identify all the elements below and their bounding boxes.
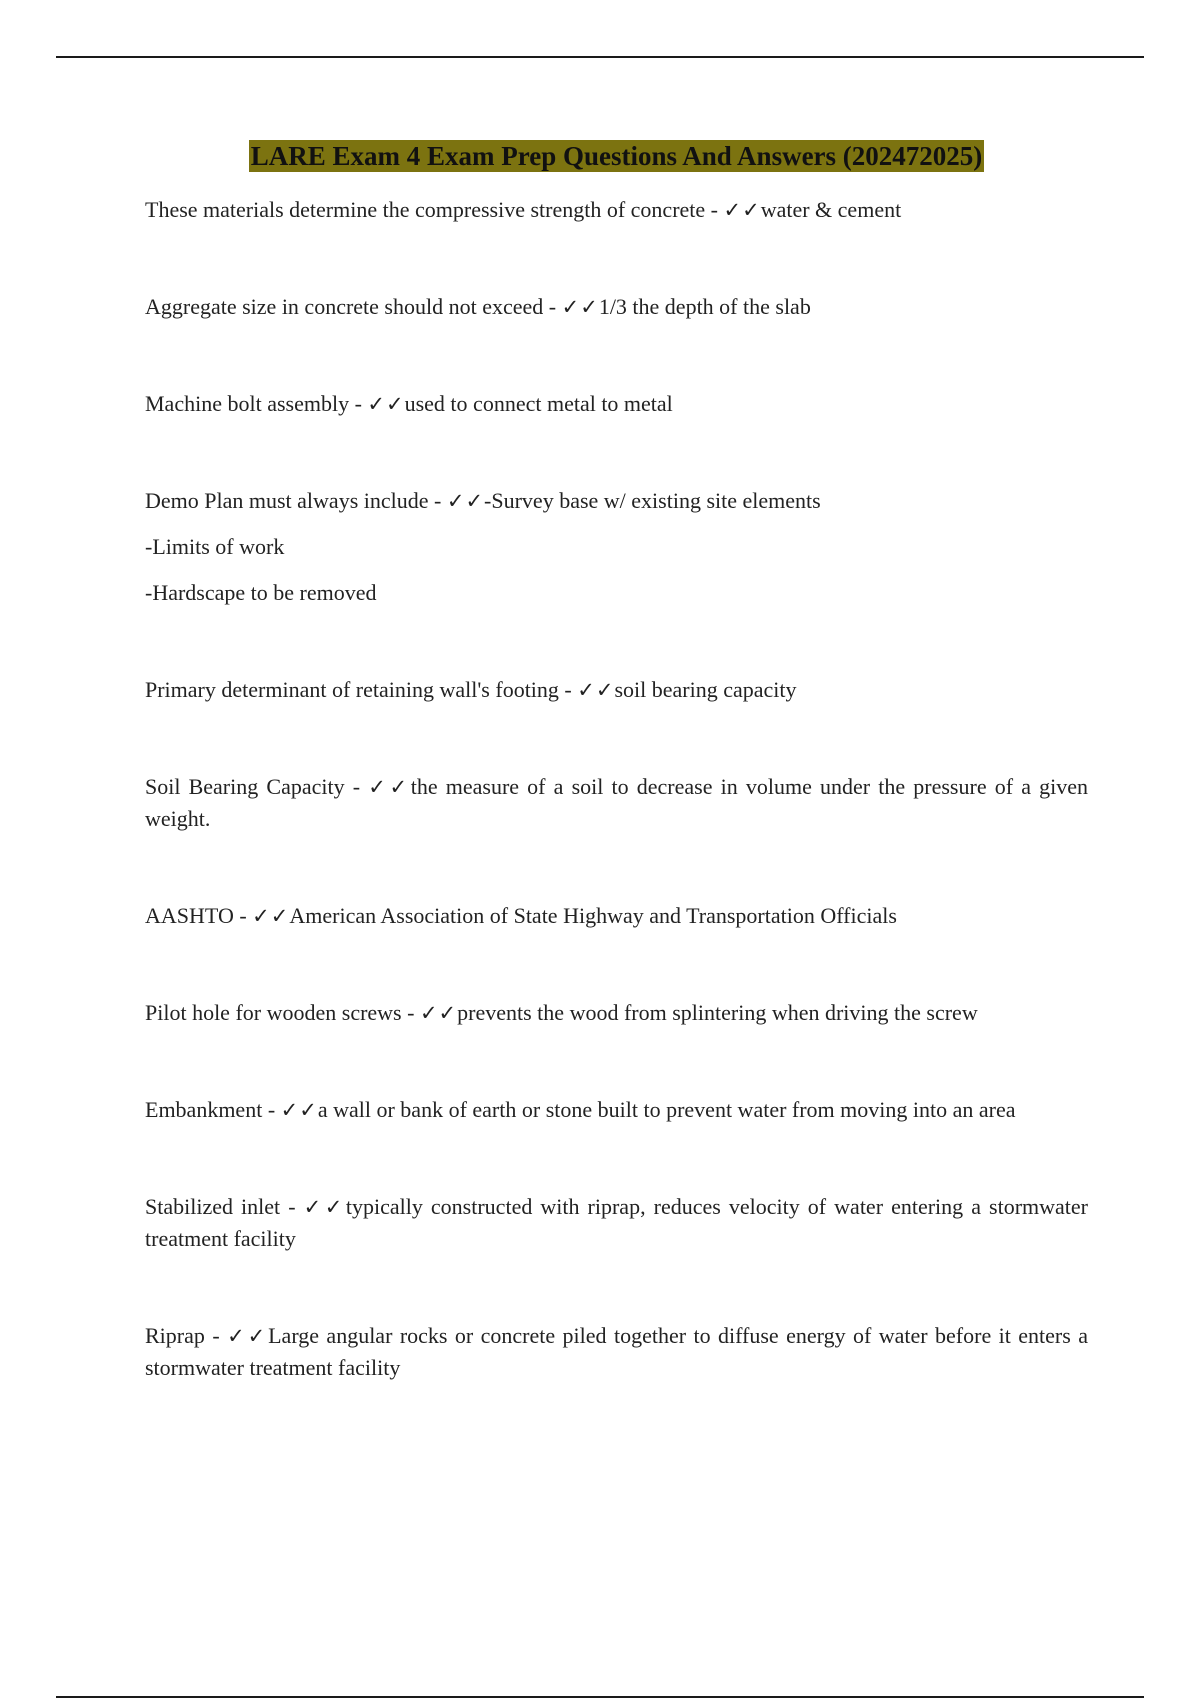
qa-list [145, 194, 1088, 1384]
double-check-icon: ✓✓ [280, 1098, 318, 1122]
qa-item [145, 997, 1088, 1029]
question-text: Primary determinant of retaining wall's footing [145, 677, 559, 702]
double-check-icon: ✓✓ [577, 678, 615, 702]
qa-item [145, 485, 1088, 517]
answer-text: a wall or bank of earth or stone built to prevent water from moving into an area [317, 1097, 1016, 1122]
qa-entry [145, 900, 1088, 932]
double-check-icon: ✓✓ [368, 775, 411, 799]
qa-item [145, 1094, 1088, 1126]
question-text: AASHTO [145, 903, 234, 928]
document-body [145, 140, 1088, 1384]
answer-text: 1/3 the depth of the slab [598, 294, 811, 319]
qa-item [145, 771, 1088, 835]
separator: - [705, 197, 724, 222]
question-text: Riprap [145, 1323, 205, 1348]
separator: - [349, 391, 368, 416]
double-check-icon: ✓✓ [227, 1324, 269, 1348]
separator: - [280, 1194, 304, 1219]
qa-entry [145, 485, 1088, 609]
qa-item [145, 900, 1088, 932]
qa-entry [145, 1094, 1088, 1126]
answer-text: water & cement [760, 197, 902, 222]
separator: - [262, 1097, 281, 1122]
separator: - [543, 294, 562, 319]
qa-entry [145, 194, 1088, 226]
double-check-icon: ✓✓ [252, 904, 290, 928]
top-rule [56, 56, 1144, 58]
title-block [145, 140, 1088, 172]
answer-text: typically constructed with riprap, reduces velocity of water entering a stormwater treatment facility [145, 1194, 1088, 1251]
question-text: Stabilized inlet [145, 1194, 281, 1219]
qa-item [145, 291, 1088, 323]
question-text: Demo Plan must always include [145, 488, 429, 513]
answer-text: Large angular rocks or concrete piled together to diffuse energy of water before it enters a stormwater treatment facility [145, 1323, 1088, 1380]
separator: - [344, 774, 369, 799]
qa-entry [145, 997, 1088, 1029]
answer-continuation-line: -Limits of work [145, 534, 285, 559]
qa-entry [145, 388, 1088, 420]
qa-item [145, 388, 1088, 420]
answer-text: the measure of a soil to decrease in volume under the pressure of a given weight. [145, 774, 1088, 831]
double-check-icon: ✓✓ [303, 1195, 346, 1219]
answer-continuation-line: -Hardscape to be removed [145, 580, 377, 605]
qa-entry [145, 771, 1088, 835]
qa-item [145, 1320, 1088, 1384]
separator: - [233, 903, 253, 928]
qa-entry [145, 1320, 1088, 1384]
answer-text: prevents the wood from splintering when driving the screw [457, 1000, 978, 1025]
double-check-icon: ✓✓ [561, 295, 599, 319]
qa-item [145, 1191, 1088, 1255]
separator: - [558, 677, 578, 702]
question-text: Aggregate size in concrete should not exceed [145, 294, 544, 319]
answer-text: -Survey base w/ existing site elements [484, 488, 821, 513]
double-check-icon: ✓✓ [723, 198, 761, 222]
question-text: Soil Bearing Capacity [145, 774, 345, 799]
double-check-icon: ✓✓ [419, 1001, 458, 1025]
separator: - [204, 1323, 228, 1348]
question-text: Embankment [145, 1097, 263, 1122]
qa-entry [145, 291, 1088, 323]
qa-item [145, 194, 1088, 226]
separator: - [401, 1000, 420, 1025]
separator: - [428, 488, 447, 513]
qa-entry [145, 674, 1088, 706]
answer-text: used to connect metal to metal [404, 391, 673, 416]
qa-item [145, 674, 1088, 706]
question-text: These materials determine the compressive strength of concrete [145, 197, 706, 222]
qa-entry [145, 1191, 1088, 1255]
document-title: LARE Exam 4 Exam Prep Questions And Answers (202472025) [250, 141, 983, 171]
double-check-icon: ✓✓ [367, 392, 405, 416]
bottom-rule [56, 1696, 1144, 1698]
double-check-icon: ✓✓ [446, 489, 485, 513]
answer-text: soil bearing capacity [614, 677, 797, 702]
answer-text: American Association of State Highway and Transportation Officials [289, 903, 897, 928]
question-text: Pilot hole for wooden screws [145, 1000, 402, 1025]
question-text: Machine bolt assembly [145, 391, 350, 416]
